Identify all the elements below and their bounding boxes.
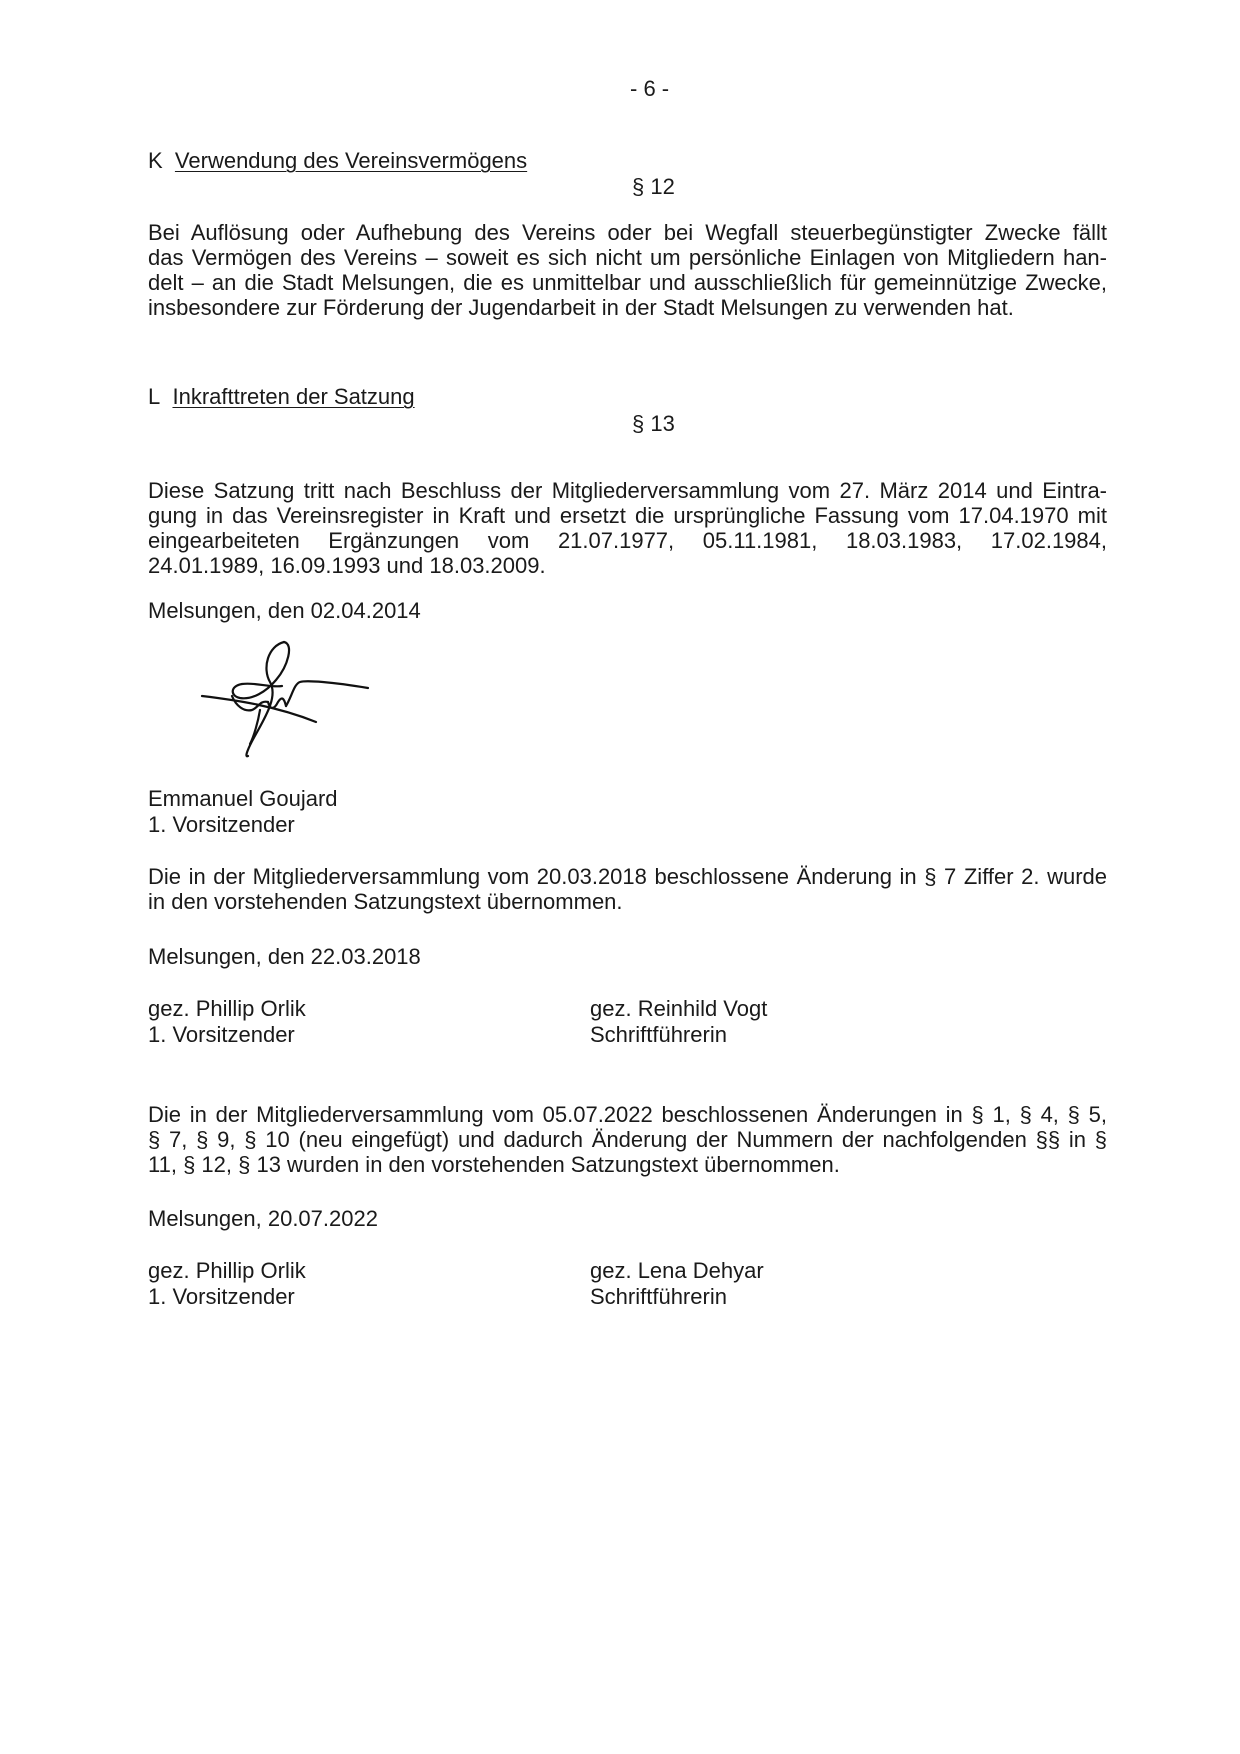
section-k-line: insbesondere zur Förderung der Jugendarbeit in der Stadt Melsungen zu verwenden hat. [148,295,1014,320]
section-l-paragraph-sign: § 13 [632,411,675,436]
section-l-line: eingearbeiteten Ergänzungen vom 21.07.1977, 05.11.1981, 18.03.1983, 17.02.1984, [148,528,1107,553]
amendment-2022-signer-left-role: 1. Vorsitzender [148,1284,295,1309]
amendment-2022-line: 11, § 12, § 13 wurden in den vorstehenden Satzungstext übernommen. [148,1152,840,1177]
amendment-2018-line: Die in der Mitgliederversammlung vom 20.03.2018 beschlossene Änderung in § 7 Ziffer 2. wurde [148,864,1107,889]
section-k-line: das Vermögen des Vereins – soweit es sich nicht um persönliche Einlagen von Mitgliedern han- [148,245,1107,270]
section-l-title [148,384,415,410]
amendment-2018-signer-left-name: gez. Phillip Orlik [148,996,306,1021]
amendment-2022-line: § 7, § 9, § 10 (neu eingefügt) und dadurch Änderung der Nummern der nachfolgenden §§ in § [148,1127,1107,1152]
amendment-2022-signer-right-name: gez. Lena Dehyar [590,1258,764,1283]
section-l-line: 24.01.1989, 16.09.1993 und 18.03.2009. [148,553,546,578]
amendment-2018-text [148,864,1107,914]
signing-2014-name: Emmanuel Goujard [148,786,338,811]
section-l-line: Diese Satzung tritt nach Beschluss der Mitgliederversammlung vom 27. März 2014 und Eintra- [148,478,1107,503]
amendment-2022-place-date: Melsungen, 20.07.2022 [148,1206,378,1231]
section-l-line: gung in das Vereinsregister in Kraft und ersetzt die ursprüngliche Fassung vom 17.04.1970 mit [148,503,1107,528]
signing-2014-place-date: Melsungen, den 02.04.2014 [148,598,421,623]
amendment-2018-place-date: Melsungen, den 22.03.2018 [148,944,421,969]
section-k-letter: K [148,148,163,173]
amendment-2022-signer-right-role: Schriftführerin [590,1284,727,1309]
amendment-2018-signer-left-role: 1. Vorsitzender [148,1022,295,1047]
amendment-2022-signer-left-name: gez. Phillip Orlik [148,1258,306,1283]
section-l-heading: Inkrafttreten der Satzung [172,384,415,409]
amendment-2018-signer-right-role: Schriftführerin [590,1022,727,1047]
signing-2014-role: 1. Vorsitzender [148,812,295,837]
section-k-title [148,148,527,174]
page-number: - 6 - [630,76,670,101]
section-l-letter: L [148,384,161,409]
section-k-text [148,220,1107,320]
amendment-2018-line: in den vorstehenden Satzungstext übernommen. [148,889,623,914]
amendment-2018-signer-right-name: gez. Reinhild Vogt [590,996,768,1021]
section-k-heading: Verwendung des Vereinsvermögens [174,148,528,173]
section-l-text [148,478,1107,578]
signature-image [196,636,376,764]
amendment-2022-line: Die in der Mitgliederversammlung vom 05.07.2022 beschlossenen Änderungen in § 1, § 4, § 5, [148,1102,1107,1127]
amendment-2022-text [148,1102,1107,1177]
section-k-paragraph-sign: § 12 [632,174,675,199]
section-k-line: Bei Auflösung oder Aufhebung des Vereins oder bei Wegfall steuerbegünstigter Zwecke fällt [148,220,1107,245]
section-k-line: delt – an die Stadt Melsungen, die es unmittelbar und ausschließlich für gemeinnützige Zwecke, [148,270,1107,295]
